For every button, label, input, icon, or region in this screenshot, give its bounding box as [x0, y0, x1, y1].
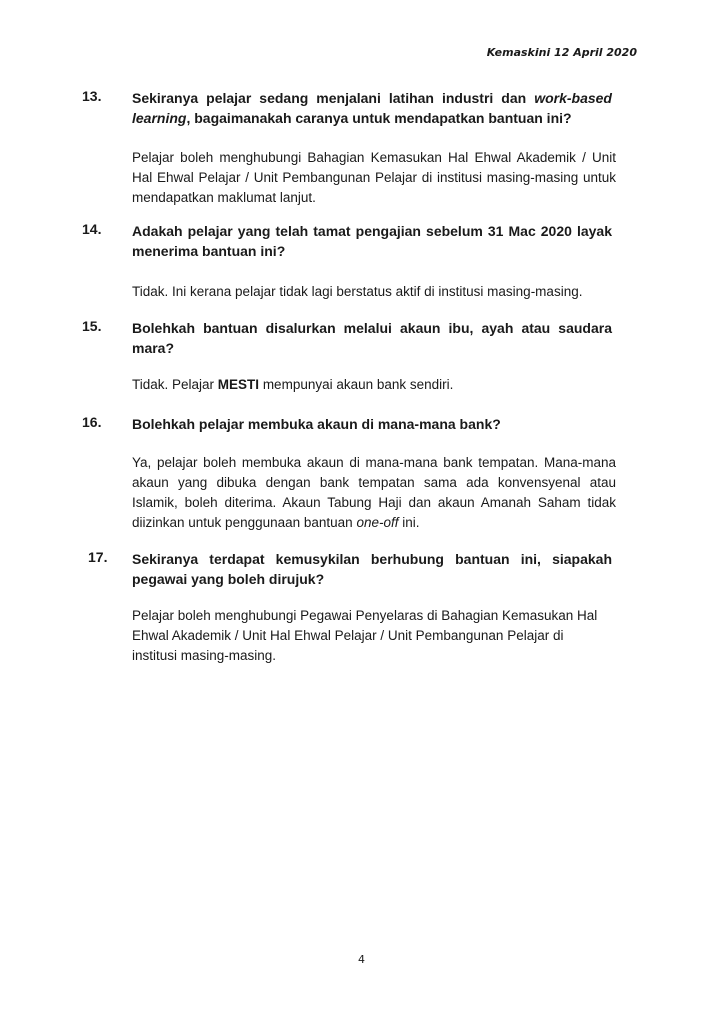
answer-text: Tidak. Ini kerana pelajar tidak lagi berstatus aktif di institusi masing-masing.: [132, 284, 583, 299]
question-text: Sekiranya pelajar sedang menjalani latihan industri dan work-based learning, bagaimanakah caranya untuk mendapatkan bantuan ini?: [132, 90, 612, 126]
question-number: 17.: [88, 549, 108, 565]
question-number: 16.: [82, 414, 102, 430]
question-number: 14.: [82, 221, 102, 237]
question-text: Adakah pelajar yang telah tamat pengajian sebelum 31 Mac 2020 layak menerima bantuan ini?: [132, 223, 612, 259]
answer-text: Tidak. Pelajar MESTI mempunyai akaun bank sendiri.: [132, 377, 454, 392]
question-text: Bolehkah bantuan disalurkan melalui akaun ibu, ayah atau saudara mara?: [132, 320, 612, 356]
answer-text: Pelajar boleh menghubungi Bahagian Kemasukan Hal Ehwal Akademik / Unit Hal Ehwal Pelajar / Unit Pembangunan Pelajar di institusi masing-masing untuk mendapatkan maklumat lanjut.: [132, 150, 616, 205]
answer-text: Pelajar boleh menghubungi Pegawai Penyelaras di Bahagian Kemasukan Hal Ehwal Akademik / Unit Hal Ehwal Pelajar / Unit Pembangunan Pelajar di institusi masing-masing.: [132, 608, 598, 663]
question-text: Sekiranya terdapat kemusykilan berhubung bantuan ini, siapakah pegawai yang boleh dirujuk?: [132, 551, 612, 587]
page-number: 4: [358, 953, 365, 966]
question-number: 13.: [82, 88, 102, 104]
update-date: Kemaskini 12 April 2020: [486, 46, 637, 59]
question-number: 15.: [82, 318, 102, 334]
question-text: Bolehkah pelajar membuka akaun di mana-mana bank?: [132, 416, 501, 432]
answer-text: Ya, pelajar boleh membuka akaun di mana-mana bank tempatan. Mana-mana akaun yang dibuka dengan bank tempatan sama ada konvensyenal atau Islamik, boleh diterima. Akaun Tabung Haji dan akaun Amanah Saham tidak diizinkan untuk penggunaan bantuan one-off ini.: [132, 455, 616, 530]
